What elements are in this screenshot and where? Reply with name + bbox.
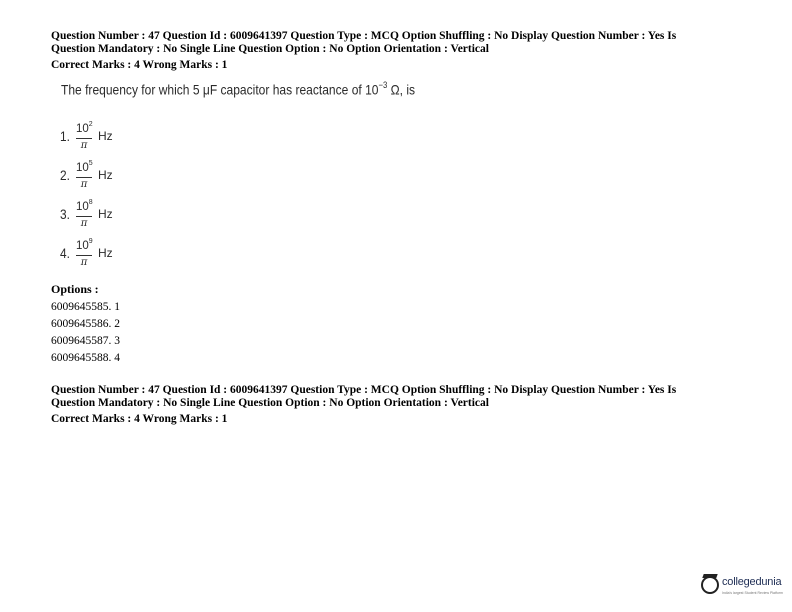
fraction-denominator: π xyxy=(80,217,88,229)
meta-line-2: Question Mandatory : No Single Line Question Option : No Option Orientation : Vertical xyxy=(51,397,489,409)
fraction-bar xyxy=(76,177,92,178)
fraction-bar xyxy=(76,216,92,217)
option-fraction xyxy=(76,236,92,268)
logo-name: collegedunia xyxy=(722,576,782,588)
option-unit: Hz xyxy=(98,246,113,260)
option-number: 4. xyxy=(60,245,70,261)
fraction-bar xyxy=(76,138,92,139)
option-fraction xyxy=(76,197,92,229)
options-list xyxy=(51,299,120,367)
question-text xyxy=(61,81,415,98)
question-meta-header-repeat xyxy=(51,384,741,426)
meta-line-1: Question Number : 47 Question Id : 6009641397 Question Type : MCQ Option Shuffling : No Display Question Number : Yes Is xyxy=(51,384,677,396)
options-heading: Options : xyxy=(51,282,99,296)
fraction-denominator: π xyxy=(80,139,88,151)
fraction-denominator: π xyxy=(80,256,88,268)
option-id-row: 6009645588. 4 xyxy=(51,352,120,364)
option-unit: Hz xyxy=(98,168,113,182)
option-unit: Hz xyxy=(98,207,113,221)
meta-line-2: Question Mandatory : No Single Line Question Option : No Option Orientation : Vertical xyxy=(51,43,489,55)
option-fraction xyxy=(76,119,92,151)
marks-line: Correct Marks : 4 Wrong Marks : 1 xyxy=(51,413,228,425)
question-meta-header xyxy=(51,30,741,72)
option-fraction xyxy=(76,158,92,190)
meta-line-1: Question Number : 47 Question Id : 6009641397 Question Type : MCQ Option Shuffling : No Display Question Number : Yes Is xyxy=(51,30,677,42)
question-text-tail: Ω, is xyxy=(387,81,416,98)
fraction-numerator: $10^9$ xyxy=(76,238,93,252)
option-id-row: 6009645585. 1 xyxy=(51,301,120,313)
graduation-cap-icon xyxy=(701,576,719,594)
marks-line: Correct Marks : 4 Wrong Marks : 1 xyxy=(51,59,228,71)
fraction-bar xyxy=(76,255,92,256)
option-unit: Hz xyxy=(98,129,113,143)
option-id-row: 6009645586. 2 xyxy=(51,318,120,330)
option-number: 3. xyxy=(60,206,70,222)
fraction-numerator: $10^2$ xyxy=(76,121,93,135)
logo-tagline: India's largest Student Review Platform xyxy=(722,591,783,595)
fraction-numerator: $10^5$ xyxy=(76,160,93,174)
option-id-row: 6009645587. 3 xyxy=(51,335,120,347)
option-number: 1. xyxy=(60,128,70,144)
fraction-numerator: $10^8$ xyxy=(76,199,93,213)
collegedunia-logo xyxy=(701,574,791,602)
fraction-denominator: π xyxy=(80,178,88,190)
option-number: 2. xyxy=(60,167,70,183)
question-exponent: −3 xyxy=(378,80,388,90)
question-text-main: The frequency for which 5 μF capacitor has reactance of 10 xyxy=(61,81,379,98)
